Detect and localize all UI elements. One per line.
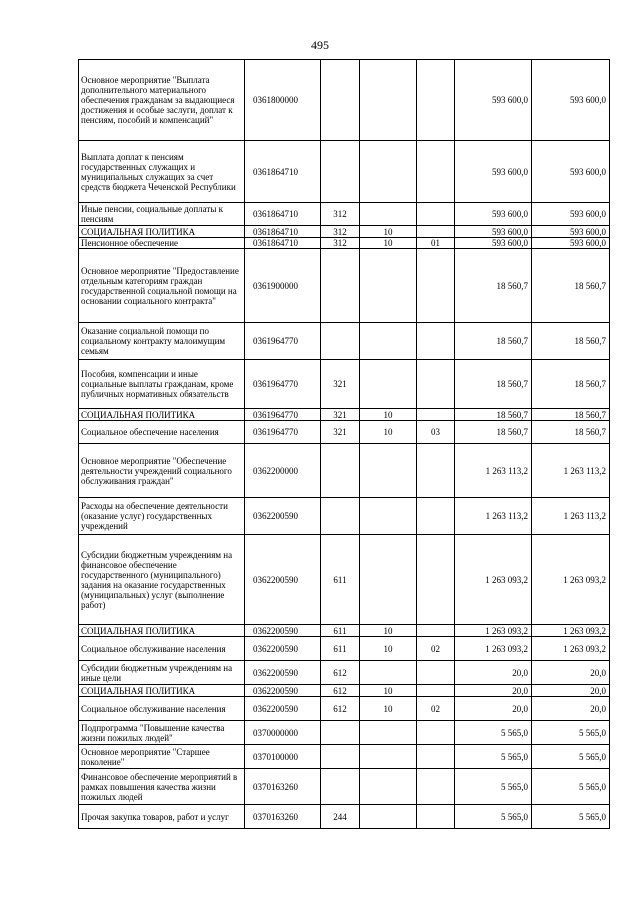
cell-name: Финансовое обеспечение мероприятий в рамках повышения качества жизни пожилых людей	[79, 769, 245, 805]
cell-amount-1: 1 263 093,2	[455, 625, 532, 637]
cell-amount-2: 5 565,0	[532, 769, 610, 805]
cell-subsection	[417, 60, 455, 141]
cell-amount-2: 18 560,7	[532, 421, 610, 444]
cell-subsection	[417, 625, 455, 637]
cell-amount-1: 593 600,0	[455, 238, 532, 249]
table-row	[79, 421, 610, 444]
cell-amount-1: 1 263 093,2	[455, 637, 532, 661]
cell-section	[360, 249, 417, 323]
cell-target-code: 0362200000	[245, 444, 321, 498]
cell-target-code: 0370163260	[245, 769, 321, 805]
cell-subsection	[417, 661, 455, 685]
cell-section: 10	[360, 421, 417, 444]
cell-target-code: 0362200590	[245, 697, 321, 721]
cell-subsection	[417, 409, 455, 421]
cell-amount-2: 20,0	[532, 697, 610, 721]
cell-subsection: 02	[417, 637, 455, 661]
cell-amount-1: 593 600,0	[455, 226, 532, 238]
cell-amount-2: 20,0	[532, 661, 610, 685]
cell-section	[360, 535, 417, 625]
cell-amount-1: 1 263 093,2	[455, 535, 532, 625]
cell-section	[360, 805, 417, 829]
cell-name: Субсидии бюджетным учреждениям на финансовое обеспечение государственного (муниципального) задания на оказание государственных (муниципальных) услуг (выполнение работ)	[79, 535, 245, 625]
cell-amount-1: 20,0	[455, 685, 532, 697]
cell-amount-2: 18 560,7	[532, 323, 610, 360]
cell-expense-type: 321	[321, 421, 360, 444]
cell-name: Расходы на обеспечение деятельности (оказание услуг) государственных учреждений	[79, 498, 245, 535]
cell-expense-type: 611	[321, 637, 360, 661]
cell-name: СОЦИАЛЬНАЯ ПОЛИТИКА	[79, 625, 245, 637]
cell-name: СОЦИАЛЬНАЯ ПОЛИТИКА	[79, 226, 245, 238]
cell-amount-1: 5 565,0	[455, 769, 532, 805]
cell-name: СОЦИАЛЬНАЯ ПОЛИТИКА	[79, 685, 245, 697]
cell-expense-type: 612	[321, 661, 360, 685]
table-row	[79, 360, 610, 409]
cell-target-code: 0361964770	[245, 323, 321, 360]
cell-subsection	[417, 323, 455, 360]
cell-amount-1: 18 560,7	[455, 360, 532, 409]
table-row	[79, 535, 610, 625]
cell-amount-1: 1 263 113,2	[455, 444, 532, 498]
cell-name: СОЦИАЛЬНАЯ ПОЛИТИКА	[79, 409, 245, 421]
cell-target-code: 0361864710	[245, 203, 321, 226]
cell-expense-type: 321	[321, 409, 360, 421]
cell-amount-2: 1 263 113,2	[532, 444, 610, 498]
cell-amount-1: 5 565,0	[455, 805, 532, 829]
cell-amount-1: 18 560,7	[455, 249, 532, 323]
cell-amount-1: 593 600,0	[455, 60, 532, 141]
cell-subsection: 02	[417, 697, 455, 721]
table-row	[79, 323, 610, 360]
table-row	[79, 498, 610, 535]
cell-amount-1: 18 560,7	[455, 323, 532, 360]
table-row	[79, 444, 610, 498]
cell-amount-2: 593 600,0	[532, 141, 610, 203]
cell-name: Пособия, компенсации и иные социальные выплаты гражданам, кроме публичных нормативных обязательств	[79, 360, 245, 409]
cell-subsection	[417, 226, 455, 238]
cell-amount-2: 1 263 093,2	[532, 625, 610, 637]
table-row	[79, 238, 610, 249]
cell-subsection: 01	[417, 238, 455, 249]
cell-amount-1: 593 600,0	[455, 203, 532, 226]
cell-name: Основное мероприятие "Предоставление отдельным категориям граждан государственной социальной помощи на основании социального контракта"	[79, 249, 245, 323]
cell-amount-2: 1 263 113,2	[532, 498, 610, 535]
cell-target-code: 0361864710	[245, 141, 321, 203]
cell-section: 10	[360, 637, 417, 661]
cell-target-code: 0362200590	[245, 535, 321, 625]
cell-section	[360, 769, 417, 805]
cell-name: Выплата доплат к пенсиям государственных служащих и муниципальных служащих за счет средств бюджета Чеченской Республики	[79, 141, 245, 203]
cell-expense-type	[321, 498, 360, 535]
table-row	[79, 685, 610, 697]
cell-expense-type	[321, 249, 360, 323]
table-row	[79, 249, 610, 323]
cell-target-code: 0361864710	[245, 238, 321, 249]
cell-name: Прочая закупка товаров, работ и услуг	[79, 805, 245, 829]
cell-expense-type	[321, 141, 360, 203]
cell-section: 10	[360, 697, 417, 721]
cell-expense-type	[321, 769, 360, 805]
cell-amount-2: 18 560,7	[532, 409, 610, 421]
cell-subsection	[417, 535, 455, 625]
cell-expense-type	[321, 721, 360, 745]
cell-name: Основное мероприятие "Выплата дополнительного материального обеспечения гражданам за выдающиеся достижения и особые заслуги, доплат к пенсиям, пособий и компенсаций"	[79, 60, 245, 141]
cell-target-code: 0361800000	[245, 60, 321, 141]
table-row	[79, 805, 610, 829]
cell-target-code: 0361964770	[245, 409, 321, 421]
cell-target-code: 0362200590	[245, 637, 321, 661]
cell-section	[360, 323, 417, 360]
cell-subsection	[417, 360, 455, 409]
cell-name: Социальное обеспечение населения	[79, 421, 245, 444]
cell-name: Подпрограмма "Повышение качества жизни пожилых людей"	[79, 721, 245, 745]
cell-amount-2: 18 560,7	[532, 360, 610, 409]
cell-section	[360, 60, 417, 141]
cell-section: 10	[360, 625, 417, 637]
cell-name: Социальное обслуживание населения	[79, 637, 245, 661]
table-row	[79, 60, 610, 141]
cell-target-code: 0370163260	[245, 805, 321, 829]
cell-amount-2: 5 565,0	[532, 745, 610, 769]
cell-expense-type: 312	[321, 203, 360, 226]
cell-target-code: 0370000000	[245, 721, 321, 745]
cell-name: Социальное обслуживание населения	[79, 697, 245, 721]
cell-amount-1: 20,0	[455, 697, 532, 721]
cell-target-code: 0362200590	[245, 625, 321, 637]
cell-name: Иные пенсии, социальные доплаты к пенсиям	[79, 203, 245, 226]
cell-expense-type	[321, 60, 360, 141]
cell-target-code: 0361964770	[245, 421, 321, 444]
cell-name: Оказание социальной помощи по социальному контракту малоимущим семьям	[79, 323, 245, 360]
cell-target-code: 0362200590	[245, 661, 321, 685]
cell-subsection	[417, 141, 455, 203]
cell-section	[360, 661, 417, 685]
cell-amount-1: 18 560,7	[455, 409, 532, 421]
cell-section: 10	[360, 226, 417, 238]
cell-name: Основное мероприятие "Старшее поколение"	[79, 745, 245, 769]
cell-target-code: 0361964770	[245, 360, 321, 409]
table-row	[79, 637, 610, 661]
cell-expense-type: 244	[321, 805, 360, 829]
cell-section	[360, 141, 417, 203]
cell-target-code: 0361864710	[245, 226, 321, 238]
cell-amount-1: 5 565,0	[455, 721, 532, 745]
cell-target-code: 0362200590	[245, 498, 321, 535]
budget-table	[78, 59, 610, 829]
cell-section	[360, 721, 417, 745]
table-row	[79, 697, 610, 721]
cell-section	[360, 203, 417, 226]
cell-section	[360, 444, 417, 498]
cell-amount-2: 593 600,0	[532, 238, 610, 249]
cell-name: Основное мероприятие "Обеспечение деятельности учреждений социального обслуживания граждан"	[79, 444, 245, 498]
cell-subsection	[417, 769, 455, 805]
cell-expense-type	[321, 745, 360, 769]
cell-expense-type: 312	[321, 226, 360, 238]
cell-expense-type: 611	[321, 535, 360, 625]
cell-subsection	[417, 249, 455, 323]
cell-amount-2: 18 560,7	[532, 249, 610, 323]
cell-expense-type: 312	[321, 238, 360, 249]
cell-expense-type: 611	[321, 625, 360, 637]
cell-amount-1: 20,0	[455, 661, 532, 685]
cell-section	[360, 745, 417, 769]
cell-amount-2: 1 263 093,2	[532, 637, 610, 661]
cell-amount-2: 5 565,0	[532, 805, 610, 829]
cell-section: 10	[360, 685, 417, 697]
cell-name: Субсидии бюджетным учреждениям на иные цели	[79, 661, 245, 685]
cell-section: 10	[360, 238, 417, 249]
cell-amount-2: 5 565,0	[532, 721, 610, 745]
cell-subsection	[417, 745, 455, 769]
cell-amount-1: 1 263 113,2	[455, 498, 532, 535]
cell-section	[360, 360, 417, 409]
table-row	[79, 141, 610, 203]
cell-amount-1: 18 560,7	[455, 421, 532, 444]
cell-target-code: 0362200590	[245, 685, 321, 697]
table-row	[79, 745, 610, 769]
page-number: 495	[311, 38, 329, 52]
cell-amount-1: 593 600,0	[455, 141, 532, 203]
cell-subsection: 03	[417, 421, 455, 444]
cell-expense-type: 612	[321, 697, 360, 721]
table-row	[79, 226, 610, 238]
cell-section: 10	[360, 409, 417, 421]
table-row	[79, 769, 610, 805]
table-row	[79, 409, 610, 421]
cell-subsection	[417, 498, 455, 535]
cell-target-code: 0361900000	[245, 249, 321, 323]
cell-subsection	[417, 685, 455, 697]
cell-target-code: 0370100000	[245, 745, 321, 769]
cell-amount-2: 593 600,0	[532, 60, 610, 141]
cell-name: Пенсионное обеспечение	[79, 238, 245, 249]
cell-amount-2: 1 263 093,2	[532, 535, 610, 625]
table-row	[79, 625, 610, 637]
cell-subsection	[417, 721, 455, 745]
cell-amount-2: 593 600,0	[532, 226, 610, 238]
table-row	[79, 721, 610, 745]
cell-amount-2: 20,0	[532, 685, 610, 697]
cell-subsection	[417, 805, 455, 829]
cell-expense-type: 612	[321, 685, 360, 697]
cell-section	[360, 498, 417, 535]
cell-subsection	[417, 444, 455, 498]
cell-subsection	[417, 203, 455, 226]
cell-amount-2: 593 600,0	[532, 203, 610, 226]
cell-amount-1: 5 565,0	[455, 745, 532, 769]
table-row	[79, 661, 610, 685]
cell-expense-type: 321	[321, 360, 360, 409]
cell-expense-type	[321, 323, 360, 360]
table-row	[79, 203, 610, 226]
cell-expense-type	[321, 444, 360, 498]
